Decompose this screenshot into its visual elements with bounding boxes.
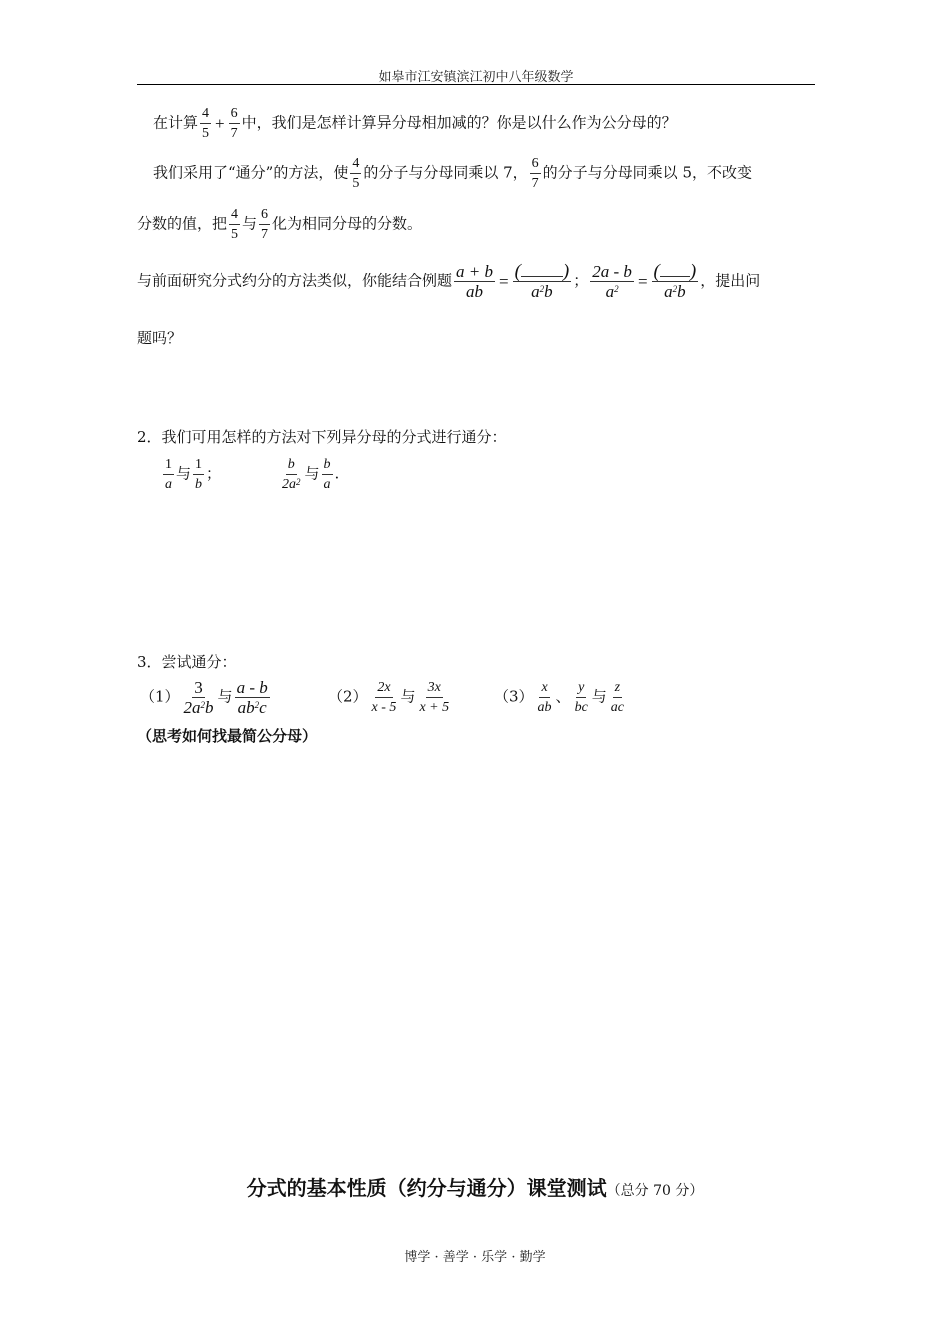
fraction-3-2a2b: $\frac{3}{2a^2b}$ <box>183 678 214 717</box>
test-title-main: 分式的基本性质（约分与通分）课堂测试 <box>246 1176 607 1200</box>
eq2-rhs-fraction: $\frac{( )}{a^2b}$ <box>653 261 697 301</box>
fraction-6-7: $\frac{6}{7}$ <box>230 106 238 141</box>
equals-sign: = <box>637 271 648 291</box>
q3-item-1-number: （1） <box>140 687 180 706</box>
fraction-4-5: $\frac{4}{5}$ <box>202 106 210 141</box>
q3-item-3-number: （3） <box>494 687 534 706</box>
fraction-z-ac: $\frac{z}{ac}$ <box>610 680 625 715</box>
q1-line-1 <box>153 104 677 143</box>
fraction-2x-x-5: $\frac{2x}{x - 5}$ <box>371 680 397 715</box>
q3-hint: （思考如何找最简公分母） <box>137 727 318 745</box>
q1-p4-b: ，提出问 <box>700 271 761 290</box>
header-rule <box>137 84 815 85</box>
comma-separator: 、 <box>555 687 571 706</box>
q1-p2-b: 的分子与分母同乘以 7， <box>363 163 528 182</box>
fraction-a-b-ab2c: $\frac{a - b}{ab^2c}$ <box>236 678 268 717</box>
page-header: 如皋市江安镇滨江初中八年级数学 <box>378 70 574 85</box>
connector-text: 与 <box>176 464 192 483</box>
eq2-lhs-fraction: $\frac{2a - b}{a^2}$ <box>592 262 632 301</box>
equals-sign: = <box>499 271 509 291</box>
q1-p2-c: 的分子与分母同乘以 5，不改变 <box>542 163 752 182</box>
q2-expr-1 <box>161 455 221 494</box>
q1-line-5: 题吗？ <box>137 329 183 347</box>
fraction-4-5: $\frac{4}{5}$ <box>352 156 360 191</box>
separator: ； <box>573 271 589 290</box>
fraction-3x-x+5: $\frac{3x}{x + 5}$ <box>419 680 450 715</box>
q1-p1-prefix: 在计算 <box>153 113 199 132</box>
connector-text: 与 <box>304 464 320 483</box>
q1-p3-b: 与 <box>242 214 258 233</box>
end-period: . <box>334 464 340 483</box>
fraction-1-a: $\frac{1}{a}$ <box>165 457 172 492</box>
q1-p2-a: 我们采用了“通分”的方法，使 <box>153 163 349 182</box>
q1-p1-suffix: 中，我们是怎样计算异分母相加减的？你是以什么作为公分母的？ <box>241 113 677 132</box>
q1-p3-a: 分数的值，把 <box>137 214 228 233</box>
q1-p3-c: 化为相同分母的分数。 <box>272 214 423 233</box>
fraction-x-ab: $\frac{x}{ab}$ <box>537 680 552 715</box>
q3-item-2 <box>328 678 453 717</box>
connector-text: 与 <box>400 687 416 706</box>
connector-text: 与 <box>591 687 607 706</box>
fraction-6-7: $\frac{6}{7}$ <box>261 207 269 242</box>
q1-line-4 <box>137 262 760 301</box>
separator: ； <box>206 464 222 483</box>
q2-expr-2 <box>278 455 339 494</box>
q3-item-2-number: （2） <box>328 687 368 706</box>
eq1-rhs-fraction: $\frac{( )}{a^2b}$ <box>514 261 570 301</box>
page-footer: 博学 · 善学 · 乐学 · 勤学 <box>404 1250 546 1265</box>
test-title-score: （总分 70 分） <box>606 1183 704 1199</box>
fraction-y-bc: $\frac{y}{bc}$ <box>574 680 588 715</box>
q1-line-2 <box>153 154 752 193</box>
q1-p4-a: 与前面研究分式约分的方法类似，你能结合例题 <box>137 271 453 290</box>
plus-sign: + <box>215 113 225 133</box>
q3-item-3 <box>494 678 628 717</box>
test-title <box>0 1172 950 1201</box>
fraction-6-7: $\frac{6}{7}$ <box>531 156 539 191</box>
fraction-b-2a2: $\frac{b}{2a^2}$ <box>282 457 301 492</box>
q1-line-3 <box>137 205 422 244</box>
fraction-b-a: $\frac{b}{a}$ <box>323 457 331 492</box>
eq1-lhs-fraction: $\frac{a + b}{ab}$ <box>456 262 493 301</box>
fraction-4-5: $\frac{4}{5}$ <box>231 207 239 242</box>
q2-label: 2．我们可用怎样的方法对下列异分母的分式进行通分： <box>137 428 507 446</box>
fraction-1-b: $\frac{1}{b}$ <box>195 457 203 492</box>
connector-text: 与 <box>217 687 233 706</box>
q3-item-1 <box>140 678 272 717</box>
q3-label: 3．尝试通分： <box>137 653 237 671</box>
